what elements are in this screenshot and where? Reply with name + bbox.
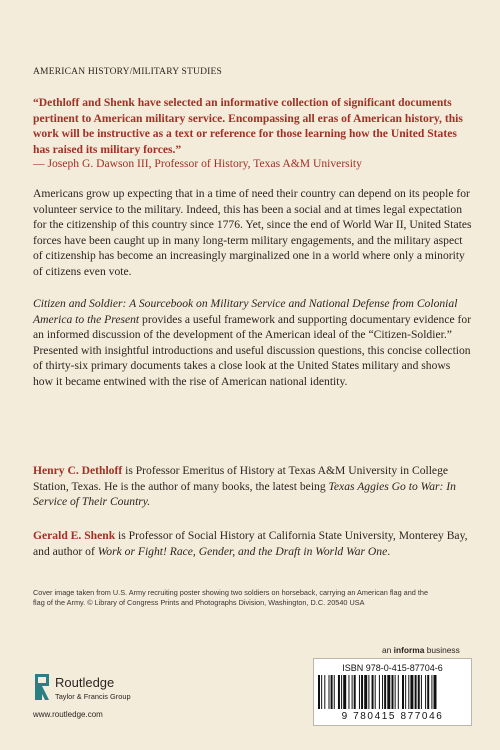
- barcode-bar: [395, 675, 396, 709]
- endorsement-quote: “Dethloff and Shenk have selected an informative collection of significant documents pertinent to American military service. Encompassing all eras of American history, this work will be instructive as a text or reference for those learning how the United States has raised its military forces.”: [33, 96, 463, 156]
- informa-suffix: business: [424, 645, 460, 655]
- author-bio-text: is Professor of Social History at California State University, Monterey Bay, and author of: [33, 529, 468, 558]
- barcode-bar: [382, 675, 383, 709]
- barcode-bar: [324, 675, 325, 709]
- informa-business-line: [382, 645, 460, 655]
- barcode-bar: [341, 675, 342, 709]
- routledge-logo-icon: [33, 672, 51, 702]
- informa-prefix: an: [382, 645, 394, 655]
- isbn-text: ISBN 978-0-415-87704-6: [342, 663, 443, 673]
- category-label: AMERICAN HISTORY/MILITARY STUDIES: [33, 67, 222, 77]
- endorsement-attribution: — Joseph G. Dawson III, Professor of History, Texas A&M University: [33, 157, 362, 170]
- cover-image-credit: Cover image taken from U.S. Army recruiting poster showing two soldiers on horseback, carrying an American flag and the flag of the Army. © Library of Congress Prints and Photographs Division, Washington, D.C. 20540 USA: [33, 588, 429, 607]
- barcode-bars: [318, 675, 467, 709]
- description-text: provides a useful framework and supporting documentary evidence for an informed discussion of the development of the American ideal of the “Citizen-Soldier.” Presented with insightful introductions and useful discussion questions, this concise collection of thirty-six primary documents takes a close look at the United States military and shows how it became entwined with the rise of American national identity.: [33, 312, 472, 388]
- author-name: Henry C. Dethloff: [33, 464, 123, 477]
- barcode-bar: [402, 675, 404, 709]
- barcode-bar: [434, 675, 437, 709]
- barcode-bar: [368, 675, 369, 709]
- informa-brand: informa: [393, 645, 425, 655]
- author-book-title: Work or Fight! Race, Gender, and the Draft in World War One: [97, 544, 388, 558]
- barcode-bar: [348, 675, 349, 709]
- author-bio-shenk: [33, 528, 473, 559]
- book-title: Citizen and Soldier: A Sourcebook on Military Service and National Defense from Colonial America to the Present: [33, 297, 458, 326]
- barcode-bar: [418, 675, 420, 709]
- barcode-bar: [431, 675, 432, 709]
- barcode-bar: [398, 675, 399, 709]
- author-bio-text: is Professor Emeritus of History at Texas A&M University in College Station, Texas. He is the author of many books, the latest being: [33, 464, 449, 493]
- barcode-bar: [352, 675, 353, 709]
- barcode-bar: [321, 675, 322, 709]
- barcode-bar: [334, 675, 335, 709]
- barcode-bar: [387, 675, 390, 709]
- barcode-bar: [375, 675, 376, 709]
- barcode-bar: [354, 675, 356, 709]
- publisher-group: Taylor & Francis Group: [55, 692, 131, 701]
- barcode-bar: [338, 675, 340, 709]
- barcode-bar: [318, 675, 320, 709]
- barcode-bar: [410, 675, 413, 709]
- barcode-bar: [392, 675, 394, 709]
- barcode-bar: [331, 675, 333, 709]
- barcode-bar: [427, 675, 429, 709]
- barcode-bar: [405, 675, 406, 709]
- isbn-barcode: [313, 658, 472, 726]
- barcode-bar: [379, 675, 380, 709]
- barcode-bar: [361, 675, 363, 709]
- barcode-digits: 9 780415 877046: [341, 711, 444, 722]
- barcode-bar: [364, 675, 367, 709]
- barcode-bar: [329, 675, 330, 709]
- barcode-bar: [415, 675, 417, 709]
- author-book-title: Texas Aggies Go to War: In Service of Their Country.: [33, 479, 456, 509]
- author-name: Gerald E. Shenk: [33, 529, 116, 542]
- description-paragraph-2: [33, 296, 473, 390]
- author-bio-dethloff: [33, 463, 473, 510]
- description-paragraph-1: Americans grow up expecting that in a time of need their country can depend on its people for volunteer service to the military. Indeed, this has been a social and at times legal expectation for the citizenship of this country since 1776. Yet, since the end of World War II, United States forces have been caught up in many long-term military engagements, and the military aspect of citizenship has become an increasingly marginalized one in a world where only a minority of citizens even vote.: [33, 187, 472, 278]
- barcode-bar: [421, 675, 422, 709]
- barcode-bar: [359, 675, 360, 709]
- author-bio-tail: .: [387, 544, 391, 558]
- barcode-bar: [372, 675, 374, 709]
- publisher-name: Routledge: [55, 675, 115, 690]
- publisher-url[interactable]: www.routledge.com: [33, 710, 103, 719]
- barcode-bar: [408, 675, 409, 709]
- barcode-bar: [425, 675, 426, 709]
- barcode-bar: [343, 675, 346, 709]
- barcode-bar: [384, 675, 386, 709]
